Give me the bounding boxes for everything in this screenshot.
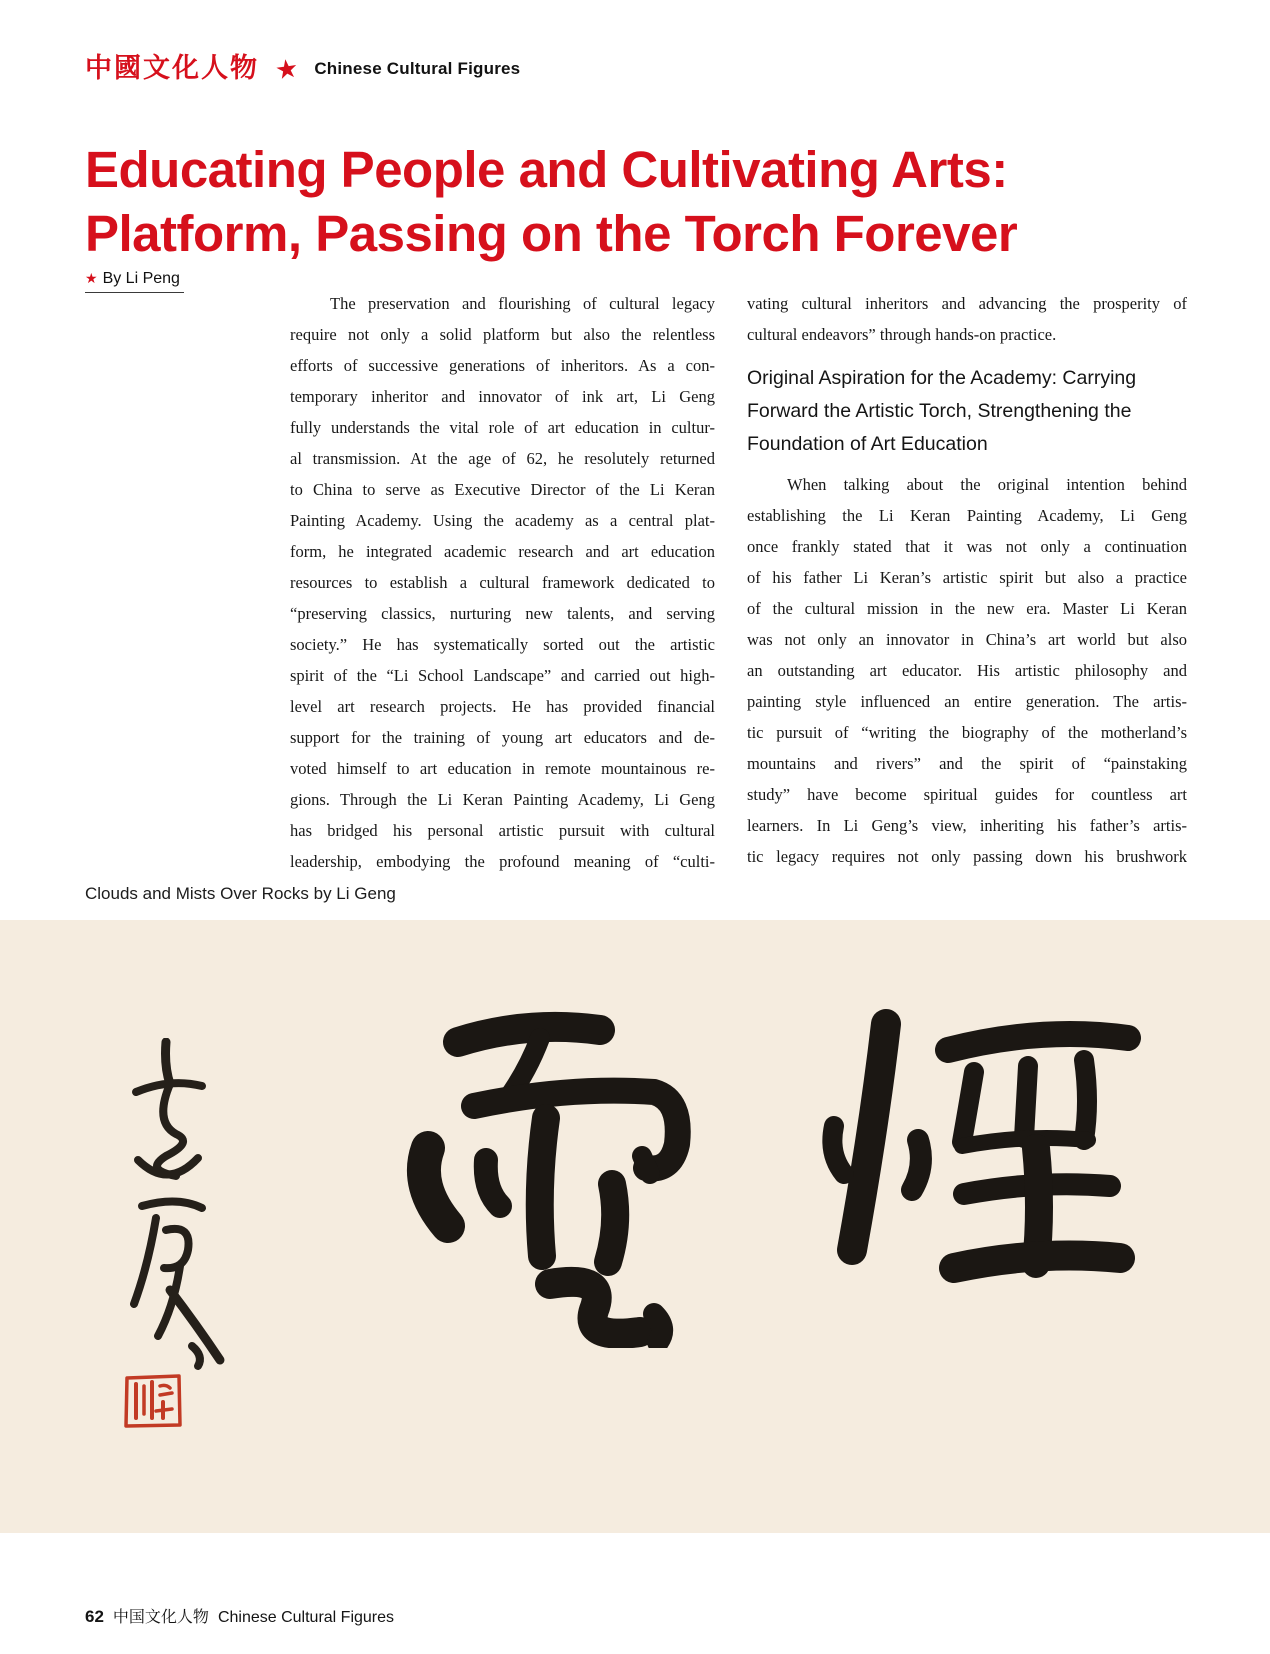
magazine-logo-chinese: 中國文化人物 (85, 53, 259, 84)
star-icon: ★ (273, 52, 301, 86)
article-title (85, 138, 1245, 266)
text-line: spirit of the “Li School Landscape” and carried out high- (290, 666, 715, 685)
text-line: efforts of successive generations of inheritors. As a con- (290, 356, 715, 375)
text-line: Original Aspiration for the Academy: Carrying (747, 367, 1137, 389)
text-line: an outstanding art educator. His artistic philosophy and (747, 661, 1187, 680)
text-line: “preserving classics, nurturing new talents, and serving (290, 604, 715, 623)
magazine-logo-english: Chinese Cultural Figures (314, 59, 521, 78)
text-line: cultural endeavors” through hands-on practice. (747, 325, 1057, 344)
text-line: Painting Academy. Using the academy as a central plat- (290, 511, 715, 530)
text-line: of his father Li Keran’s artistic spirit but also a practice (747, 568, 1187, 587)
section-subheading (747, 362, 1187, 461)
page-footer (85, 1604, 394, 1627)
text-line: learners. In Li Geng’s view, inheriting his father’s artis- (747, 816, 1187, 835)
byline-text: By Li Peng (102, 270, 180, 287)
text-line: painting style influenced an entire generation. The artis- (747, 692, 1187, 711)
page-header (85, 52, 520, 86)
right-column (747, 288, 1187, 877)
article-title-line1: Educating People and Cultivating Arts: (85, 141, 1008, 198)
text-line: al transmission. At the age of 62, he resolutely returned (290, 449, 715, 468)
text-line: level art research projects. He has provided financial (290, 697, 715, 716)
right-column-paragraph-continuation (747, 288, 1187, 350)
text-line: fully understands the vital role of art education in cultur- (290, 418, 715, 437)
byline (85, 270, 184, 293)
left-column (290, 288, 715, 877)
text-line: gions. Through the Li Keran Painting Academy, Li Geng (290, 790, 715, 809)
text-line: society.” He has systematically sorted out the artistic (290, 635, 715, 654)
text-line: was not only an innovator in China’s art world but also (747, 630, 1187, 649)
text-line: tic pursuit of “writing the biography of the motherland’s (747, 723, 1187, 742)
page-number: 62 (85, 1607, 104, 1626)
text-line: of the cultural mission in the new era. Master Li Keran (747, 599, 1187, 618)
text-line: tic legacy requires not only passing down his brushwork (747, 847, 1187, 866)
article-title-line2: Platform, Passing on the Torch Forever (85, 205, 1018, 262)
text-line: to China to serve as Executive Director of the Li Keran (290, 480, 715, 499)
text-line: study” have become spiritual guides for countless art (747, 785, 1187, 804)
text-line: The preservation and flourishing of cultural legacy (330, 294, 715, 313)
text-line: temporary inheritor and innovator of ink art, Li Geng (290, 387, 715, 406)
text-line: Foundation of Art Education (747, 433, 988, 455)
artwork-caption: Clouds and Mists Over Rocks by Li Geng (85, 884, 396, 903)
text-line: resources to establish a cultural framework dedicated to (290, 573, 715, 592)
text-line: require not only a solid platform but also the relentless (290, 325, 715, 344)
right-column-paragraph (747, 469, 1187, 872)
red-artist-seal-stamp (122, 1372, 184, 1430)
text-line: When talking about the original intention behind (787, 475, 1187, 494)
artist-signature-calligraphy (96, 1038, 236, 1373)
text-line: once frankly stated that it was not only a continuation (747, 537, 1187, 556)
footer-brand-english: Chinese Cultural Figures (217, 1609, 395, 1626)
text-line: leadership, embodying the profound meaning of “culti- (290, 852, 715, 871)
calligraphy-character-cloud (388, 998, 723, 1348)
text-line: Forward the Artistic Torch, Strengthening the (747, 400, 1132, 422)
text-line: voted himself to art education in remote mountainous re- (290, 759, 715, 778)
text-line: has bridged his personal artistic pursuit with cultural (290, 821, 715, 840)
calligraphy-character-mist (812, 1008, 1142, 1308)
text-line: support for the training of young art educators and de- (290, 728, 715, 747)
byline-star-icon: ★ (85, 270, 98, 286)
text-line: establishing the Li Keran Painting Academy, Li Geng (747, 506, 1187, 525)
text-line: mountains and rivers” and the spirit of “painstaking (747, 754, 1187, 773)
calligraphy-artwork (0, 920, 1270, 1533)
footer-brand-chinese: 中国文化人物 (112, 1607, 209, 1626)
text-line: vating cultural inheritors and advancing the prosperity of (747, 294, 1187, 313)
text-line: form, he integrated academic research and art education (290, 542, 715, 561)
article-body (290, 288, 1187, 877)
